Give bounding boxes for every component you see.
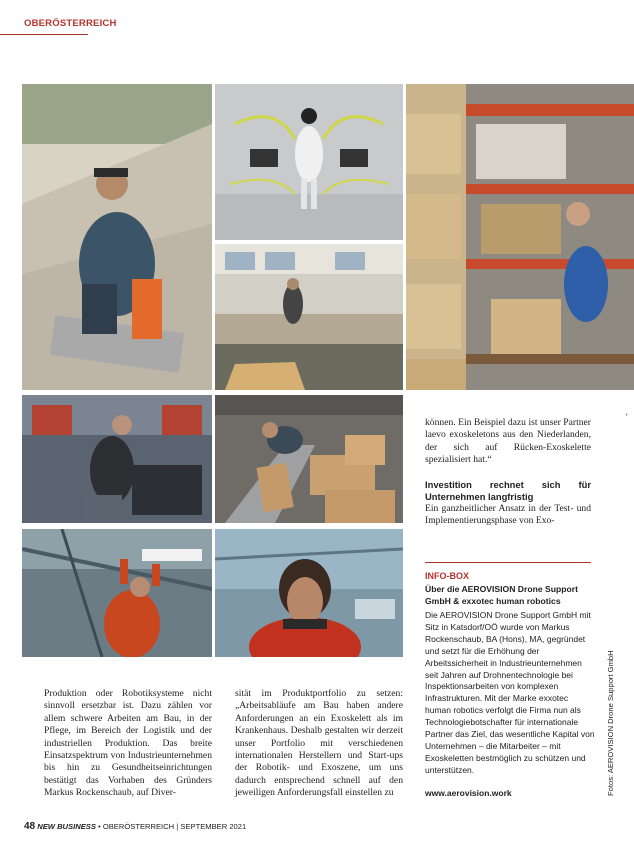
column-middle — [235, 688, 403, 800]
photo-warehouse — [406, 84, 634, 390]
photo-credit: Fotos: AEROVISION Drone Support GmbH — [606, 650, 615, 796]
photo-worker-machine — [22, 395, 212, 523]
column-right — [425, 417, 591, 528]
photo-exoskeleton-product — [215, 84, 403, 240]
info-box-title: Über die AEROVISION Drone Support GmbH & exxotec human robotics — [425, 584, 578, 606]
photo-worker-tiling — [22, 84, 212, 390]
info-box-url[interactable]: www.aerovision.work — [425, 788, 512, 798]
photo-overhead-drill — [22, 529, 212, 657]
info-box-body: Die AEROVISION Drone Support GmbH mit Sitz in Katsdorf/OÖ wurde von Markus Rockenschaub, BA (Hons), MA, gegründet und setzt für die Erhöhung der Arbeitssicherheit in Industrieunternehmen seit Jahren auf Drohnentechnologie bei Inspektionsarbeiten von komplexen Infrastrukturen. Mit der Marke exxotec human robotics verfolgt die Firma nun als Technologiebotschafter für internationale Partner das Ziel, das wesentliche Kapital von Unternehmen – die Mitarbeiter – mit Exoskeletten bestmöglich zu schützen und unterstützen. — [425, 610, 595, 775]
photo-construction-hall — [215, 244, 403, 390]
column-left-text: Produktion oder Robotiksysteme nicht sinnvoll ersetzbar ist. Dazu zählen vor allem schwere Arbeiten am Bau, in der Pflege, im Bereich der Logistik und der industriellen Produktion. Das breite Einsatzspektrum von Industrieunternehmen bis hin zu Gesundheitseinrichtungen bestätigt das Vorhaben des Gründers Markus Rockenschaub, auf Diver- — [44, 688, 212, 799]
section-label: OBERÖSTERREICH — [24, 18, 117, 29]
footer-brand: NEW BUSINESS — [37, 822, 96, 831]
page-footer — [24, 821, 246, 832]
photo-conveyor-boxes — [215, 395, 403, 523]
page-number: 48 — [24, 821, 36, 832]
info-box-rule — [425, 562, 591, 563]
column-middle-text: sität im Produktportfolio zu setzen: „Arbeitsabläufe am Bau haben andere Anforderungen an ein Exoskelett als im Krankenhaus. Deshalb gestalten wir derzeit unser Portfolio mit verschiedenen internationalen Herstellern und Start-ups der Robotik- und Exoszene, um uns dadurch entsprechend schnell auf den jeweiligen Anforderungsfall einstellen zu — [235, 688, 403, 799]
margin-mark: ' — [626, 412, 628, 422]
column-right-text-1: können. Ein Beispiel dazu ist unser Partner laevo exoskeletons aus den Niederlanden, der sich auf Rücken-Exoskelette spezialisiert hat.“ — [425, 417, 591, 466]
footer-region: OBERÖSTERREICH — [102, 822, 175, 831]
column-right-subhead: Investition rechnet sich für Unternehmen langfristig — [425, 478, 591, 502]
footer-separator: • — [98, 822, 101, 831]
photo-back-view-exoskeleton — [215, 529, 403, 657]
section-rule — [0, 34, 88, 35]
footer-issue: SEPTEMBER 2021 — [180, 822, 247, 831]
info-box-label: INFO-BOX — [425, 571, 469, 581]
footer-divider: | — [176, 822, 179, 831]
column-right-text-2: Ein ganzheitlicher Ansatz in der Test- und Implementierungsphase von Exo- — [425, 503, 591, 527]
column-left — [44, 688, 212, 800]
